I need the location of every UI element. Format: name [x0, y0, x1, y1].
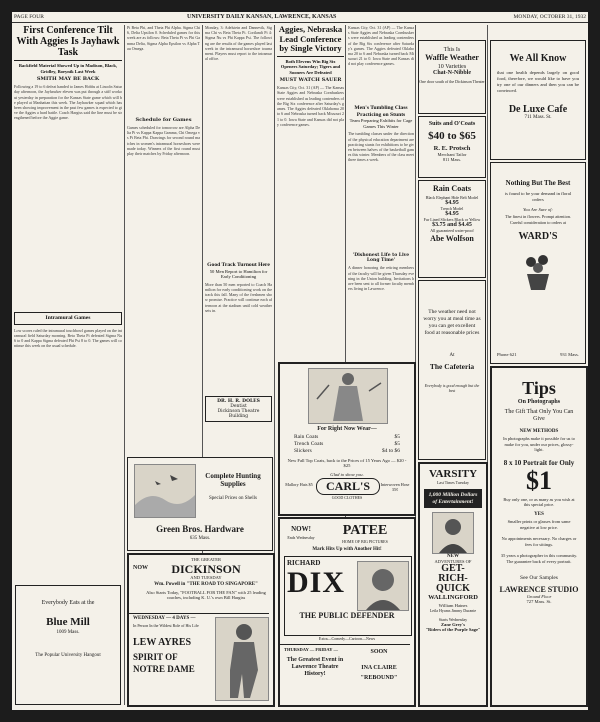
varsity-ad [418, 462, 488, 707]
tips-text2: Buy only one, or as many as you wish at this special price. [503, 496, 575, 508]
dickinson-line2: Also Starts Today, "FOOTBALL FOR THE FAN" with 25 leading coaches, including K. U.'s own Bill Hargiss [146, 590, 266, 600]
carls-item-slickers: Slickers $4 to $6 [294, 448, 400, 454]
patee-now: NOW! [291, 525, 311, 533]
raincoats-ad [418, 180, 486, 278]
doles-name: DR. H. R. DOLES [217, 398, 260, 404]
wards-text: is found to be your demand in floral orders [504, 191, 572, 202]
paper-name: UNIVERSITY DAILY KANSAN, LAWRENCE, KANSAS [187, 14, 337, 20]
newspaper-page [12, 12, 588, 710]
wards-address: 931 Mass. [560, 352, 579, 357]
varsity-name: VARSITY [428, 468, 478, 480]
tips-text4: No appointments necessary. No charges or fees for sittings. [501, 536, 577, 547]
patee-rebound: "REBOUND" [360, 675, 398, 681]
varsity-next: Zane Grey's [440, 622, 466, 627]
deck-backfield: Backfield Material Showed Up in Madison, Black, Gridley, Boeynik Last Week [18, 63, 118, 74]
raincoats-price3: $3.75 and $4.45 [432, 222, 472, 228]
hunting-illustration [134, 464, 196, 518]
football-player-illustration [215, 617, 269, 701]
patee-movie: THE PUBLIC DEFENDER [299, 611, 395, 620]
patee-tagline: HOME OF BIG PICTURES [342, 539, 388, 544]
col5-body1: The tumbling classes under the direction of the physical education department are practicing stunts for exhibitions to be given between halves of the basketball games this winter. Members of the class meet three times a week. [348, 131, 414, 163]
carls-right-note: Interwoven Hose 35¢ [380, 482, 410, 492]
dix-portrait [357, 561, 409, 611]
tips-price: $1 [526, 465, 552, 495]
tips-text5: 35 years a photographer in this community. The guarantee back of every portrait. [500, 553, 578, 564]
cafeteria-at: At [449, 353, 455, 358]
protsch-ad [418, 116, 486, 178]
wards-list: The finest in flowers. Prompt attention. Careful consideration to orders at [505, 214, 571, 225]
patee-ina: INA CLAIRE [361, 665, 397, 671]
deluxe-cafe-ad [490, 40, 586, 160]
tips-headline: Tips [522, 378, 556, 398]
varsity-adventures: ADVENTURES OF [434, 559, 472, 564]
wards-ad [490, 162, 586, 364]
varsity-starts: Starts Wednesday [438, 617, 468, 622]
patee-mark-hits: Mark Hits Up with Another Hit! [312, 547, 382, 552]
waffle-line1: This Is [443, 47, 461, 53]
raincoats-store: Abe Wolfson [430, 234, 474, 243]
intramural-title: Intramural Games [45, 315, 91, 322]
good-track-title: Good Track Turnout Here [207, 262, 270, 268]
raincoats-headline: Rain Coats [432, 184, 471, 193]
dickinson-in-person: In Person In the Wildest Role of His Life [133, 623, 199, 628]
blue-mill-ad [15, 585, 121, 705]
col5-sub2: 'Dishonest Life to Live Long Time' [352, 253, 410, 264]
wards-sure: You Are Sure of: [523, 207, 553, 212]
carls-item-trench: Trench Coats $5 [294, 441, 400, 447]
cafeteria-name: The Cafeteria [429, 362, 475, 371]
tips-floor: Ground Floor [526, 593, 552, 599]
waffle-ad [418, 40, 486, 114]
dickinson-title2: NOTRE DAME [133, 664, 195, 674]
headline-first-conference: First Conference Tilt With Aggies Is Jayhawk Task [16, 25, 120, 58]
deluxe-headline: We All Know [509, 53, 567, 64]
wards-headline: Nothing But The Best [505, 179, 571, 187]
varsity-banner: 1,000 Million Dollars of Entertainment! [424, 489, 482, 508]
story-body: Following a 19 to 6 defeat handed to James Hobbs at Lincoln Saturday afternoon, the Jayhawker eleven was put through a stiff workout yesterday in preparation for the Kansas State game which will be played at Manhattan this week. The Jayhawker squad which has been showing improvement in the past few games is expected to give the Aggies a hard battle. Coach Hargiss said the line must be strengthened before the Aggie game. [14, 84, 122, 121]
patee-greatest: The Greatest Event in Lawrence Theatre History! [286, 657, 344, 677]
tips-line2: The Gift That Only You Can Give [504, 409, 574, 422]
haines-portrait [432, 512, 474, 554]
protsch-address: 811 Mass. [442, 157, 462, 162]
col5-body2: A dinner honoring the retiring members of the faculty will be given Thursday evening in the Union building. Invitations have been sent to all former faculty members living in Lawrence. [348, 265, 414, 292]
col4-body: Kansas City, Oct. 31 (AP) — The Kansas State Aggies and Nebraska Cornhuskers were established as leading contenders of the Big Six conference after Saturday's games. The Aggies defeated Oklahoma 20 to 6 and Nebraska turned back Missouri 21 to 0. Iowa State and Kansas did not play conference games. [277, 85, 344, 127]
page-header [12, 12, 588, 23]
dickinson-the-greater: THE GREATER [190, 557, 222, 562]
patee-thurs: THURSDAY — FRIDAY — [284, 647, 338, 652]
dickinson-name: DICKINSON [171, 562, 241, 576]
waffle-line2: 10 Varieties [437, 64, 467, 70]
dickinson-days: WEDNESDAY — 4 DAYS — [133, 616, 196, 621]
doles-address: Dickinson Theatre Building [217, 408, 260, 419]
intramural-body: Low scores ruled the intramural touchbowl games played on the intramural field Saturday morning. Beta Theta Pi defeated Sigma Nu 6 to 0 and Kappa Sigma defeated Phi Psi 8 to 0. The games will continue this week on the usual schedule. [14, 327, 122, 349]
coat-figure-illustration [308, 368, 388, 424]
cafeteria-text: The weather need not worry you at meal time as you can get excellent food at reasonable prices [423, 309, 481, 336]
carls-left-note: Mallory Hats $5 [285, 482, 313, 487]
dickinson-now: NOW [133, 565, 148, 571]
carls-tagline: GOOD CLOTHES [331, 495, 363, 500]
column-tumbling-story [348, 25, 414, 360]
column-aggies-story [277, 25, 344, 360]
col5-top: Kansas City, Oct. 31 (AP) — The Kansas State Aggies and Nebraska Cornhuskers were established as leading contenders of the Big Six conference after Saturday's games. The Aggies defeated Oklahoma 20 to 6 and Nebraska turned back Missouri 21 to 0. Iowa State and Kansas did not play conference games. [348, 25, 414, 67]
patee-extras: Extra—Comedy—Cartoon—News [318, 636, 376, 641]
waffle-name: Waffle Weather [425, 53, 479, 62]
varsity-days: Last Times Tuesday [436, 480, 469, 485]
varsity-new: NEW [447, 554, 459, 559]
patee-star2: DIX [287, 566, 346, 599]
column-track [205, 25, 272, 453]
varsity-title2: RICH- [438, 573, 468, 584]
cafeteria-footer: Everybody is good enough but the best [424, 383, 480, 393]
subhead-smith: SMITH MAY BE BACK [36, 76, 100, 83]
carls-glad: Glad to show you. [330, 472, 364, 477]
raincoats-line2: Trench Model [440, 206, 464, 211]
wards-phone: Phone 621 [497, 352, 517, 357]
tips-text1: In photographs make it possible for us to make for you, under our prices, glossy-light. [503, 436, 575, 453]
lawrence-studio-ad [490, 366, 588, 707]
varsity-title3: QUICK [436, 583, 470, 594]
dickinson-and-tuesday: AND TUESDAY [190, 575, 222, 580]
carls-topcoats: New Fall Top Coats, back to the Prices of 15 Years Ago — $20 - $25 [287, 458, 407, 468]
schedule-title: Schedule for Games [135, 117, 192, 123]
green-bros-address: 635 Mass. [189, 536, 211, 541]
raincoats-price2: $4.95 [445, 211, 459, 217]
deck-tumbling: Team Preparing Exhibits for Cage Games This Winter [349, 118, 413, 129]
carls-items [294, 434, 400, 455]
column-intramural-results [127, 25, 200, 455]
protsch-name: R. E. Protsch [433, 145, 471, 152]
patee-soon: SOON [370, 649, 388, 655]
dickinson-star: LEW AYRES [133, 637, 192, 648]
tips-studio: LAWRENCE STUDIO [499, 584, 579, 594]
good-track-deck: 50 Men Report to Hamilton for Early Conditioning [209, 268, 268, 280]
carls-ad [278, 362, 416, 516]
green-bros-name: Green Bros. Hardware [156, 524, 244, 534]
deck-both-elevens: Both Elevens Win Big Six Openers Saturday; Tigers and Sooners Are Defeated [280, 58, 341, 75]
blue-mill-footer: The Popular University Hangout [35, 653, 101, 658]
intramural-box [14, 312, 122, 325]
tips-see: See Our Samples [520, 574, 558, 581]
protsch-line: Merchant Tailor [437, 152, 467, 157]
tips-new-methods: NEW METHODS [519, 429, 559, 434]
varsity-title4: WALLINGFORD [428, 594, 478, 601]
patee-name: PATEE [342, 523, 388, 538]
blue-mill-name: Blue Mill [46, 616, 90, 628]
tips-address: 727 Mass. St. [526, 598, 552, 604]
protsch-price: $40 to $65 [428, 130, 476, 142]
protsch-headline: Suits and O'Coats [428, 121, 476, 127]
col3-body1: Monday, 3: Adelstein and Dannevik, Sigma Chi vs Beta Theta Pi. Cortlandt Pi 4: Sigma Nu vs Phi Kappa Psi. The following are the results of the games played last week in the intramural horseshoe tournament. Players must report to the intramural office. [205, 25, 272, 62]
blue-mill-address: 1009 Mass. [56, 630, 80, 635]
carls-store: CARL'S [316, 478, 380, 495]
blue-mill-line: Everybody Eats at the [41, 600, 95, 606]
raincoats-price1: $4.95 [445, 200, 459, 206]
varsity-cast: Leila Hyams Jimmy Durante [429, 608, 477, 613]
col2-body1: Pi Beta Phi, and Theta Phi Alpha. Sigma Chi 6, Delta Upsilon 0. Scheduled games for this week are as follows: Beta Theta Pi vs Phi Gamma Delta, Sigma Alpha Epsilon vs Alpha Tau Omega. [127, 25, 200, 51]
deluxe-name: De Luxe Cafe [508, 104, 568, 115]
waffle-line3: Chat-N-Nibble [432, 70, 471, 76]
carls-item-rain: Rain Coats $5 [294, 434, 400, 440]
tips-text3: Smaller prints or glasses from same negative at low price. [507, 518, 571, 530]
headline-tumbling: Men's Tumbling Class Practicing on Stunts [354, 105, 408, 118]
varsity-next-title: "Riders of the Purple Sage" [425, 627, 481, 632]
column-sports-story [14, 25, 122, 590]
wards-name: WARD'S [518, 231, 558, 243]
deluxe-text: that one health depends largely on good food, therefore, we would like to have you try one of our dinners and then you can be convinced. [497, 70, 579, 93]
varsity-star: William Haines [438, 603, 468, 608]
page-number: PAGE FOUR [14, 14, 44, 20]
patee-star1: RICHARD [287, 559, 321, 567]
raincoats-line3: Fur Lined Slickers Black or Yellow [423, 217, 481, 222]
raincoats-line1: Black Elephant Hide Belt Model [425, 195, 479, 200]
headline-aggies: Aggies, Nebraska Lead Conference by Single Victory [278, 25, 343, 53]
dickinson-title1: SPIRIT OF [133, 652, 178, 662]
dix-feature [284, 556, 412, 636]
dickinson-line1: Wm. Powell in "THE ROAD TO SINGAPORE" [154, 582, 258, 587]
varsity-title1: GET- [441, 563, 465, 574]
col2-body2: Games scheduled for tomorrow are Alpha Delta Pi vs Kappa Kappa Gamma, Chi Omega vs Pi Beta Phi. Drawings for second round matches in women's intramural horseshoes were made today. Winners of the first round must play their matches by Friday afternoon. [127, 125, 200, 157]
green-bros-headline: Complete Hunting Supplies [205, 472, 261, 488]
dickinson-ad [127, 553, 275, 707]
page-date: MONDAY, OCTOBER 31, 1932 [513, 14, 586, 20]
tips-offer: 8 x 10 Portrait for Only [503, 458, 575, 467]
green-bros-ad [127, 457, 273, 551]
carls-line1: For Right Now Wear— [317, 426, 377, 432]
subhead-sauer: MUST WATCH SAUER [279, 77, 342, 84]
waffle-line4: One door south of the Dickinson Theater [419, 79, 485, 84]
patee-ad [278, 517, 416, 707]
green-bros-subhead: Special Prices on Shells [209, 496, 257, 501]
doles-line: Dentist [230, 403, 247, 409]
column-rule [124, 25, 125, 705]
doles-ad [205, 396, 272, 422]
patee-ends: Ends Wednesday [287, 535, 315, 540]
flower-basket-icon [521, 252, 555, 292]
tips-yes: YES [534, 511, 544, 517]
raincoats-guarantee: All guaranteed water-proof [430, 228, 474, 233]
tips-line1: On Photographs [517, 399, 561, 405]
col3-body2: More than 50 men reported to Coach Hamilton for early conditioning work on the track this fall. Many of the freshmen show promise. Practice will continue each afternoon at the stadium until cold weather sets in. [205, 281, 272, 313]
cafeteria-ad [418, 280, 486, 460]
deluxe-address: 711 Mass. St. [524, 115, 552, 120]
